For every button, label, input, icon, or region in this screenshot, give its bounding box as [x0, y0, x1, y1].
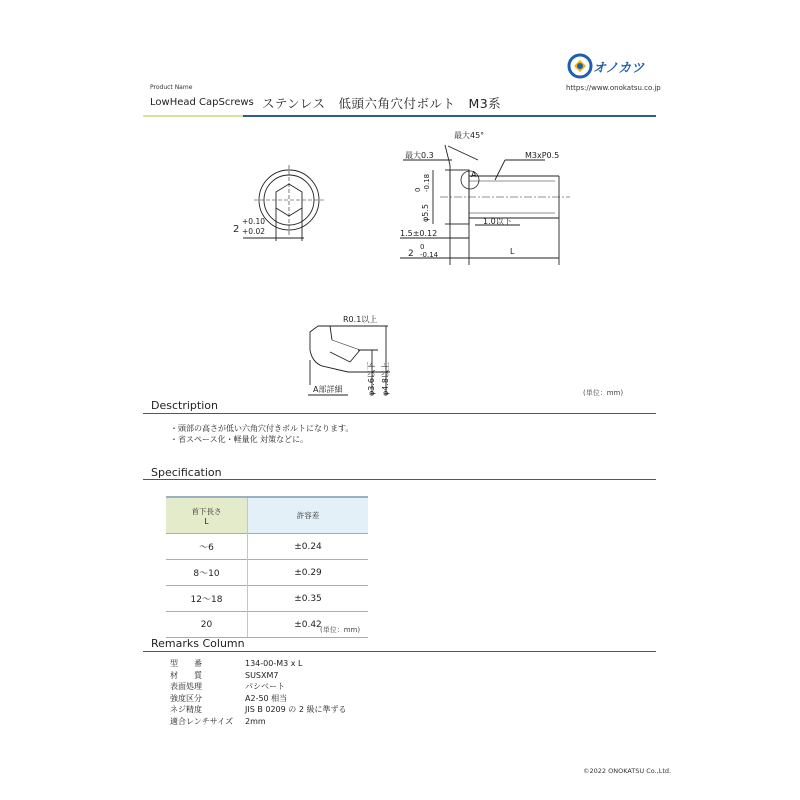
remarks-title: Remarks Column — [151, 637, 245, 650]
side-thread: M3xP0.5 — [525, 151, 560, 160]
header-tolerance: 許容差 — [248, 497, 369, 534]
remark-label: 材 質 — [170, 670, 202, 680]
drawing-unit: (単位：mm) — [583, 389, 624, 397]
description-title: Desctription — [151, 399, 218, 412]
table-row — [166, 534, 368, 560]
remark-row — [170, 716, 346, 728]
company-url-link[interactable]: https://www.onokatsu.co.jp — [566, 84, 661, 92]
remark-label: 型 番 — [170, 659, 202, 668]
cell-tolerance: ±0.29 — [248, 560, 369, 586]
detail-dia-large: φ4.8以上 — [381, 362, 390, 396]
description-rule — [143, 413, 656, 414]
remark-value: SUSXM7 — [245, 670, 279, 680]
header-divider-green — [143, 115, 243, 117]
side-dia-tol-top: 0 — [414, 187, 422, 192]
description-body — [170, 423, 353, 445]
logo-text: オノカツ — [593, 61, 645, 76]
side-chamfer: 最大0.3 — [405, 151, 434, 160]
technical-drawing — [0, 120, 800, 410]
remark-label: 表面処理 — [170, 682, 202, 691]
remark-row — [170, 658, 346, 670]
side-dia-tol-bot: -0.18 — [423, 173, 431, 192]
copyright: ©2022 ONOKATSU Co.,Ltd. — [583, 767, 672, 775]
remark-value: 2mm — [245, 716, 266, 726]
cell-tolerance: ±0.42 — [248, 612, 369, 638]
remarks-rule — [143, 651, 656, 652]
side-len-main: 2 — [408, 249, 414, 259]
remark-row — [170, 693, 346, 705]
header-length-symbol: L — [204, 516, 209, 526]
description-line: ・頭部の高さが低い六角穴付きボルトになります。 — [170, 424, 354, 433]
remark-label: 強度区分 — [170, 693, 202, 703]
remark-row — [170, 681, 346, 693]
table-header-row — [166, 497, 368, 534]
side-angle: 最大45° — [454, 131, 485, 140]
remark-value: A2-50 相当 — [245, 693, 288, 703]
detail-radius: R0.1以上 — [343, 315, 378, 324]
cell-tolerance: ±0.35 — [248, 586, 369, 612]
side-len-tol-top: 0 — [420, 243, 425, 251]
detail-dia-small: φ3.6以下 — [367, 362, 376, 396]
cell-length: 20 — [166, 612, 248, 638]
side-dia-label: φ5.5 — [421, 204, 430, 222]
cell-length: 12～18 — [166, 586, 248, 612]
side-len-tol-bot: -0.14 — [420, 251, 439, 259]
specification-title: Specification — [151, 466, 222, 479]
cell-length: ～6 — [166, 534, 248, 560]
cell-length: 8～10 — [166, 560, 248, 586]
top-tol-plus: +0.10 — [242, 217, 265, 226]
product-name-label: Product Name — [150, 84, 193, 91]
side-head-height: 1.5±0.12 — [400, 229, 438, 238]
top-dim-main: 2 — [233, 224, 240, 235]
specification-unit: (単位：mm) — [320, 626, 361, 634]
table-row — [166, 560, 368, 586]
remark-label: ネジ精度 — [170, 705, 202, 714]
remark-value: JIS B 0209 の 2 級に準ずる — [245, 705, 347, 714]
remark-value: 134-00-M3 x L — [245, 659, 303, 668]
remark-label: 適合レンチサイズ — [170, 716, 234, 726]
product-name: LowHead CapScrews — [150, 97, 254, 108]
side-under-head: 1.0以下 — [483, 217, 512, 226]
table-row — [166, 586, 368, 612]
detail-caption: A部詳細 — [313, 385, 343, 394]
remark-value: パシベート — [245, 682, 285, 691]
remarks-list — [170, 658, 346, 727]
specification-rule — [143, 479, 656, 480]
page-title: ステンレス 低頭六角穴付ボルト M3系 — [262, 96, 502, 111]
company-logo — [566, 52, 656, 82]
header-length — [166, 497, 248, 534]
remark-row — [170, 670, 346, 682]
cell-tolerance: ±0.24 — [248, 534, 369, 560]
description-line: ・省スペース化・軽量化 対策などに。 — [170, 435, 309, 444]
top-tol-minus: +0.02 — [242, 227, 265, 236]
specification-table — [166, 496, 368, 638]
detail-ref-a: A — [471, 170, 477, 179]
header-length-label: 首下長さ — [191, 506, 222, 516]
header-divider-blue — [243, 115, 656, 117]
remark-row — [170, 704, 346, 716]
side-len-l: L — [510, 247, 515, 256]
